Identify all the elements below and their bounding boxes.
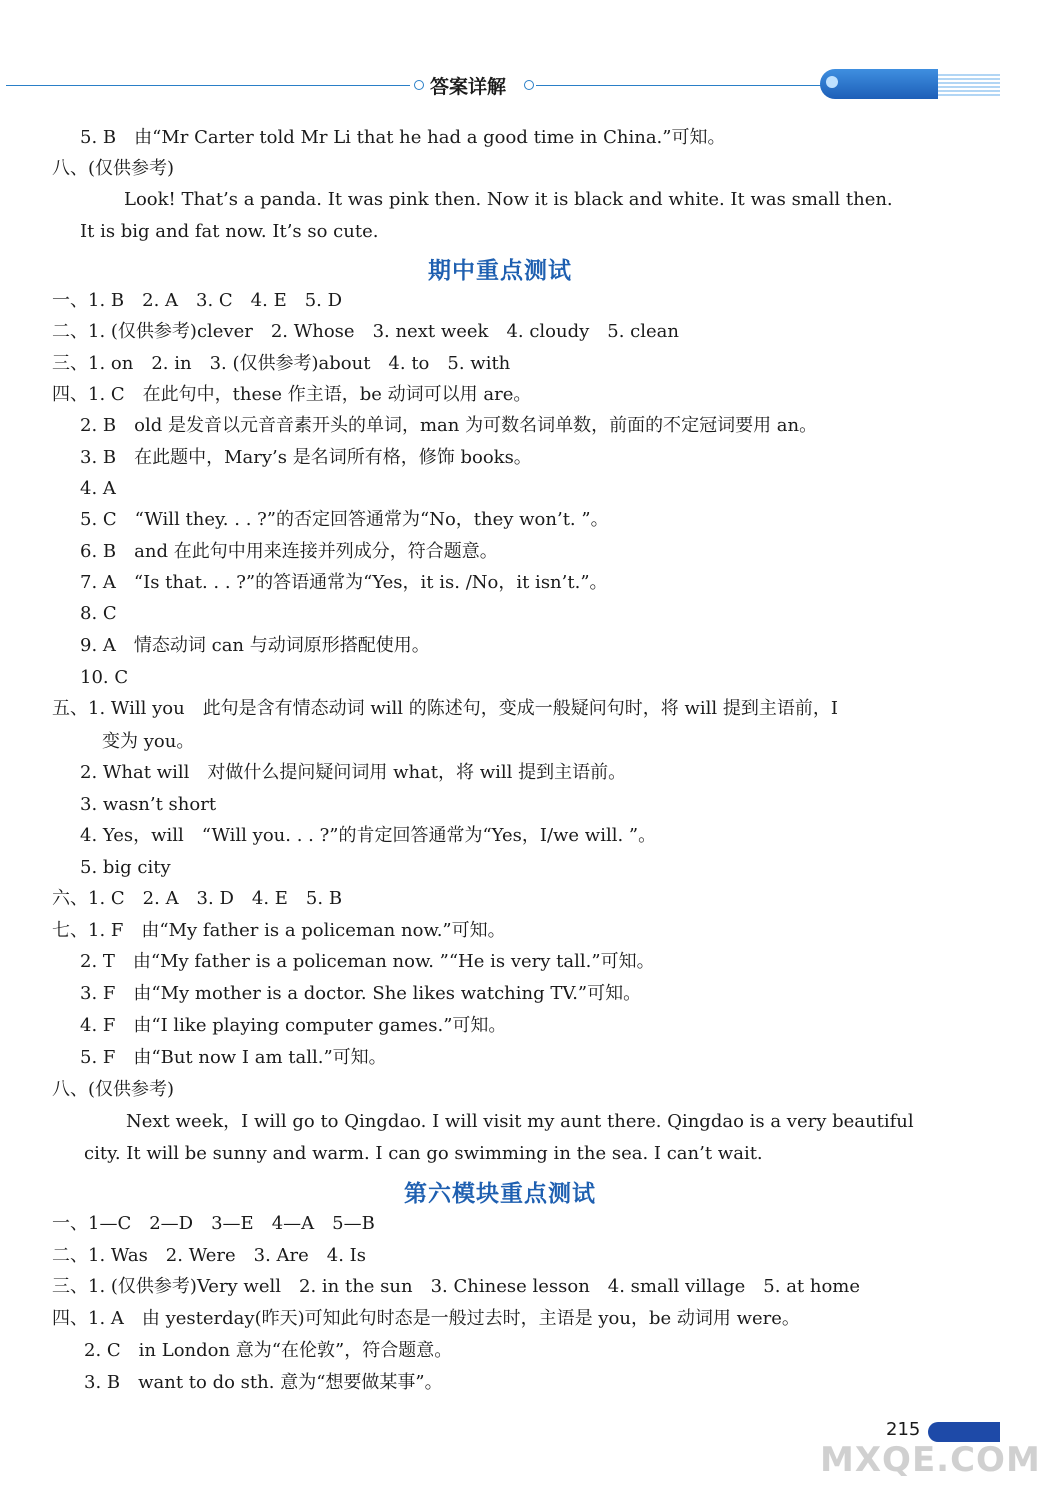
section-title-module6: 第六模块重点测试 xyxy=(404,1181,596,1207)
section-title-midterm: 期中重点测试 xyxy=(428,258,572,284)
answer-line: 5. F 由“But now I am tall.”可知。 xyxy=(80,1047,387,1068)
answer-line: It is big and fat now. It’s so cute. xyxy=(80,221,379,242)
answer-line: 一、1. B 2. A 3. C 4. E 5. D xyxy=(52,290,343,311)
answer-line: 六、1. C 2. A 3. D 4. E 5. B xyxy=(52,888,343,909)
answer-line: 6. B and 在此句中用来连接并列成分，符合题意。 xyxy=(80,541,498,562)
page-tab-decoration xyxy=(928,1422,1000,1442)
answer-line: 5. C “Will they. . . ?”的否定回答通常为“No，they won’t. ”。 xyxy=(80,509,609,530)
answer-line: 4. F 由“I like playing computer games.”可知。 xyxy=(80,1015,507,1036)
answer-line: 三、1. on 2. in 3. (仅供参考)about 4. to 5. with xyxy=(52,353,511,374)
answer-line: 二、1. (仅供参考)clever 2. Whose 3. next week 4. cloudy 5. clean xyxy=(52,321,680,342)
answer-line: 3. B want to do sth. 意为“想要做某事”。 xyxy=(84,1372,443,1393)
answer-line: 3. B 在此题中，Mary’s 是名词所有格，修饰 books。 xyxy=(80,447,532,468)
answer-line: 七、1. F 由“My father is a policeman now.”可知。 xyxy=(52,920,506,941)
answer-line: 3. F 由“My mother is a doctor. She likes watching TV.”可知。 xyxy=(80,983,642,1004)
answer-line: 2. T 由“My father is a policeman now. ”“He is very tall.”可知。 xyxy=(80,951,655,972)
answer-line: 四、1. C 在此句中，these 作主语，be 动词可以用 are。 xyxy=(52,384,532,405)
answer-line: 4. A xyxy=(80,478,116,499)
answer-line: Look! That’s a panda. It was pink then. Now it is black and white. It was small then. xyxy=(124,189,893,210)
answer-line: 2. What will 对做什么提问疑问词用 what，将 will 提到主语前。 xyxy=(80,762,627,783)
answer-line: 2. B old 是发音以元音音素开头的单词，man 为可数名词单数，前面的不定冠词要用 an。 xyxy=(80,415,818,436)
answer-line: Next week，I will go to Qingdao. I will visit my aunt there. Qingdao is a very beautiful xyxy=(126,1111,914,1132)
answer-line: 四、1. A 由 yesterday(昨天)可知此句时态是一般过去时，主语是 you，be 动词用 were。 xyxy=(52,1308,800,1329)
answer-line: 五、1. Will you 此句是含有情态动词 will 的陈述句，变成一般疑问句时，将 will 提到主语前，I xyxy=(52,698,839,719)
answer-line: 八、(仅供参考) xyxy=(52,1079,175,1100)
answer-line: 4. Yes，will “Will you. . . ?”的肯定回答通常为“Yes，I/we will. ”。 xyxy=(80,825,657,846)
answer-line: 3. wasn’t short xyxy=(80,794,217,815)
answer-line: 9. A 情态动词 can 与动词原形搭配使用。 xyxy=(80,635,430,656)
header-title: 答案详解 xyxy=(430,76,507,98)
answer-line: 5. big city xyxy=(80,857,171,878)
watermark: MXQE.COM xyxy=(820,1440,1041,1480)
answer-line: 7. A “Is that. . . ?”的答语通常为“Yes，it is. /No，it isn’t.”。 xyxy=(80,572,608,593)
answer-line: 8. C xyxy=(80,603,117,624)
answer-line: 5. B 由“Mr Carter told Mr Li that he had a good time in China.”可知。 xyxy=(80,127,726,148)
answer-line: 三、1. (仅供参考)Very well 2. in the sun 3. Chinese lesson 4. small village 5. at home xyxy=(52,1276,861,1297)
answer-line: 10. C xyxy=(80,667,129,688)
answer-line: 一、1—C 2—D 3—E 4—A 5—B xyxy=(52,1213,375,1234)
answer-line: 2. C in London 意为“在伦敦”，符合题意。 xyxy=(84,1340,453,1361)
answer-line: city. It will be sunny and warm. I can go swimming in the sea. I can’t wait. xyxy=(84,1143,763,1164)
answer-line: 二、1. Was 2. Were 3. Are 4. Is xyxy=(52,1245,367,1266)
answer-line: 变为 you。 xyxy=(102,731,195,752)
answer-line: 八、(仅供参考) xyxy=(52,158,175,179)
page-number: 215 xyxy=(886,1419,921,1440)
